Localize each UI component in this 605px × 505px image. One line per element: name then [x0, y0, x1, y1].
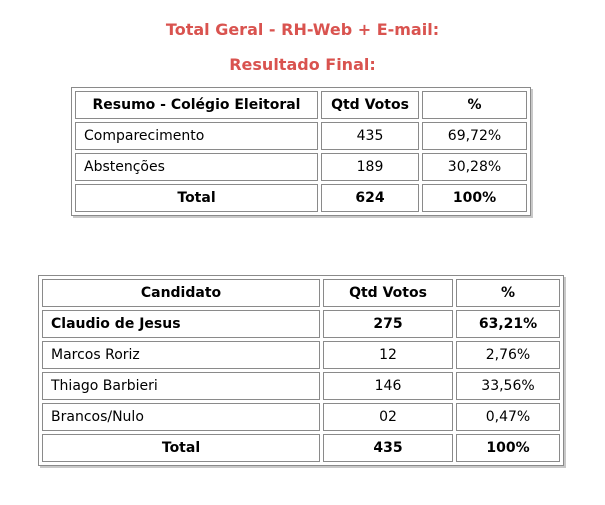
column-header-percent: %	[422, 91, 527, 119]
row-votes: 189	[321, 153, 419, 181]
row-votes: 146	[323, 372, 453, 400]
total-row	[75, 184, 527, 212]
table-row-winner	[42, 310, 560, 338]
row-percent: 69,72%	[422, 122, 527, 150]
row-votes: 12	[323, 341, 453, 369]
row-label: Comparecimento	[75, 122, 318, 150]
column-header-candidato: Candidato	[42, 279, 320, 307]
table-row	[42, 372, 560, 400]
row-percent: 30,28%	[422, 153, 527, 181]
total-label: Total	[75, 184, 318, 212]
column-header-qtd-votos: Qtd Votos	[323, 279, 453, 307]
total-percent: 100%	[422, 184, 527, 212]
row-votes: 435	[321, 122, 419, 150]
table-row	[75, 153, 527, 181]
table-header-row	[42, 279, 560, 307]
table-row	[75, 122, 527, 150]
total-row	[42, 434, 560, 462]
row-label: Abstenções	[75, 153, 318, 181]
total-votes: 435	[323, 434, 453, 462]
page-subtitle: Resultado Final:	[229, 55, 376, 74]
row-votes: 275	[323, 310, 453, 338]
table-header-row	[75, 91, 527, 119]
column-header-percent: %	[456, 279, 560, 307]
row-percent: 2,76%	[456, 341, 560, 369]
row-label: Claudio de Jesus	[42, 310, 320, 338]
row-label: Thiago Barbieri	[42, 372, 320, 400]
row-votes: 02	[323, 403, 453, 431]
total-percent: 100%	[456, 434, 560, 462]
row-label: Brancos/Nulo	[42, 403, 320, 431]
row-label: Marcos Roriz	[42, 341, 320, 369]
column-header-qtd-votos: Qtd Votos	[321, 91, 419, 119]
total-votes: 624	[321, 184, 419, 212]
row-percent: 33,56%	[456, 372, 560, 400]
page-title: Total Geral - RH-Web + E-mail:	[165, 20, 440, 39]
table-row	[42, 341, 560, 369]
total-label: Total	[42, 434, 320, 462]
column-header-resumo: Resumo - Colégio Eleitoral	[75, 91, 318, 119]
resumo-table	[71, 87, 531, 216]
table-row	[42, 403, 560, 431]
candidatos-table	[38, 275, 564, 466]
row-percent: 63,21%	[456, 310, 560, 338]
row-percent: 0,47%	[456, 403, 560, 431]
